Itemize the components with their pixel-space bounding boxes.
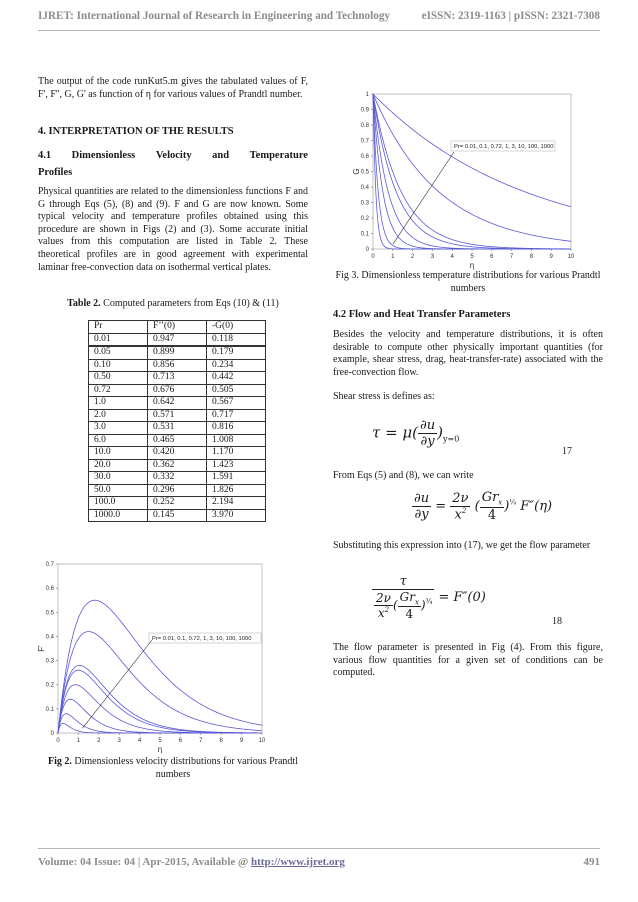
y-tick-label: 0.8 (360, 123, 369, 129)
y-tick-label: 0.9 (360, 107, 369, 114)
table-cell: 1.170 (207, 447, 266, 460)
plot-area (58, 564, 262, 733)
table-row (89, 384, 266, 397)
table-row (89, 422, 266, 435)
y-axis-label: F' (37, 645, 46, 652)
header-rule (38, 30, 600, 31)
table-cell: 0.10 (89, 359, 148, 372)
table-header-row: Pr F’’(0) -G(0) (89, 321, 266, 334)
table-cell: 0.72 (89, 384, 148, 397)
eq18-number: 18 (552, 616, 562, 627)
table-row (89, 447, 266, 460)
y-tick-label: 1 (365, 92, 369, 98)
equation-17: τ = μ( $\frac{\partial u}{\partial y}$ )$_{y=0}$ (372, 418, 460, 449)
table-cell: 0.05 (89, 346, 148, 359)
x-tick-label: 1 (391, 254, 395, 260)
table-row (89, 509, 266, 522)
table-cell: 0.179 (207, 346, 266, 359)
equation-18: τ $\frac{2\nu}{x^2}$ ( $\frac{Gr_x}{4}$ )$^{\frac{3}{4}}$ = F″(0) (372, 574, 486, 621)
table-cell: 0.899 (148, 346, 207, 359)
running-header (38, 10, 600, 28)
y-axis-label: G (352, 168, 361, 175)
x-tick-label: 6 (178, 738, 183, 744)
table-cell: 0.642 (148, 397, 207, 410)
table-cell: 3.970 (207, 509, 266, 522)
x-tick-label: 2 (97, 738, 101, 744)
table-cell: 0.816 (207, 422, 266, 435)
y-tick-label: 0.5 (45, 610, 54, 617)
table-cell: 0.676 (148, 384, 207, 397)
table-cell: 30.0 (89, 472, 148, 485)
x-tick-label: 0 (56, 738, 60, 744)
table-cell: 0.442 (207, 372, 266, 385)
y-tick-label: 0.6 (360, 154, 369, 160)
x-tick-label: 3 (430, 254, 435, 260)
table-cell: 0.571 (148, 409, 207, 422)
results-paragraph: Physical quantities are related to the dimensionless functions F and G through Eqs (5), (8) and (9). F and G are now known. Some typical velocity and temperature profiles obtained using this procedure are shown in Figs (2) and (3). Some accurate initial values from this computation are listed in Table 2. These theoretical profiles are in good agreement with experimental laminar free-convection data on isothermal vertical plates. (38, 186, 308, 273)
table-row (89, 434, 266, 447)
table-cell: 0.332 (148, 472, 207, 485)
table-cell: 1.008 (207, 434, 266, 447)
x-tick-label: 10 (567, 254, 575, 260)
eq17-number: 17 (562, 446, 572, 457)
table-cell: 2.0 (89, 409, 148, 422)
issn: eISSN: 2319-1163 | pISSN: 2321-7308 (421, 10, 600, 22)
intro-paragraph: The output of the code runKut5.m gives the tabulated values of F, F', F'', G, G' as function of η for various values of Prandtl number. (38, 76, 308, 100)
y-tick-label: 0 (50, 731, 54, 737)
plot-area (373, 94, 571, 249)
table-cell: 1.0 (89, 397, 148, 410)
table-cell: 100.0 (89, 497, 148, 510)
table-cell: 0.145 (148, 509, 207, 522)
x-tick-label: 6 (490, 254, 494, 260)
table-cell: 2.194 (207, 497, 266, 510)
table-cell: 1.423 (207, 459, 266, 472)
table-cell: 0.296 (148, 484, 207, 497)
table-row (89, 409, 266, 422)
table-cell: 0.856 (148, 359, 207, 372)
table-cell: 10.0 (89, 447, 148, 460)
table-cell: 0.567 (207, 397, 266, 410)
table-cell: 0.717 (207, 409, 266, 422)
shear-stress-text: Shear stress is defines as: (333, 391, 435, 402)
table-cell: 0.420 (148, 447, 207, 460)
x-tick-label: 9 (239, 738, 244, 744)
y-tick-label: 0.7 (360, 138, 369, 145)
fig2-caption: Fig 2. Dimensionless velocity distributions for various Prandtl numbers (48, 756, 298, 780)
table-row (89, 484, 266, 497)
table-row (89, 497, 266, 510)
running-footer (38, 856, 600, 868)
x-tick-label: 3 (117, 738, 121, 744)
table-cell: 0.50 (89, 372, 148, 385)
subsection-heading-4-2: 4.2 Flow and Heat Transfer Parameters (333, 309, 511, 320)
x-tick-label: 5 (470, 254, 474, 260)
footer-volume: Volume: 04 Issue: 04 | Apr-2015, Available @ http://www.ijret.org (38, 856, 345, 868)
y-tick-label: 0 (365, 247, 369, 253)
y-tick-label: 0.1 (360, 231, 369, 238)
x-tick-label: 0 (371, 254, 375, 260)
equation-derivative: $\frac{\partial u}{\partial y}$ = $\frac{2\nu}{x^2}$ ( $\frac{Gr_x}{4}$ )$^{\frac{1}{4}}$ F″(η) (414, 490, 553, 523)
x-tick-label: 7 (199, 738, 203, 744)
table-caption: Table 2. Computed parameters from Eqs (10) & (11) (67, 298, 279, 309)
table-cell: 1000.0 (89, 509, 148, 522)
x-tick-label: 10 (258, 738, 266, 744)
x-tick-label: 4 (137, 738, 142, 744)
table-row (89, 359, 266, 372)
table-row: 0.01 0.947 0.118 (89, 333, 266, 346)
table-cell: 6.0 (89, 434, 148, 447)
y-tick-label: 0.7 (45, 562, 54, 568)
y-tick-label: 0.2 (360, 216, 369, 222)
table-cell: 1.591 (207, 472, 266, 485)
table-row (89, 472, 266, 485)
parameter-table (88, 320, 266, 522)
table-row (89, 459, 266, 472)
y-tick-label: 0.4 (45, 634, 54, 641)
subsection-heading: 4.1 Dimensionless Velocity and Temperature Profiles (38, 150, 308, 178)
x-tick-label: 1 (76, 738, 81, 744)
from-eqs-text: From Eqs (5) and (8), we can write (333, 470, 474, 481)
substituting-text: Substituting this expression into (17), we get the flow parameter (333, 540, 591, 551)
table-cell: 50.0 (89, 484, 148, 497)
x-axis-label: η (469, 261, 475, 270)
section-heading: 4. INTERPRETATION OF THE RESULTS (38, 126, 234, 137)
table-row (89, 397, 266, 410)
legend-annotation: Pr= 0.01, 0.1, 0.72, 1, 3, 10, 100, 1000 (152, 636, 252, 642)
y-tick-label: 0.4 (360, 185, 369, 191)
table-cell: 0.713 (148, 372, 207, 385)
table-cell: 0.362 (148, 459, 207, 472)
x-tick-label: 9 (549, 254, 553, 260)
x-tick-label: 5 (158, 738, 162, 744)
table-row (89, 372, 266, 385)
x-tick-label: 8 (529, 254, 534, 260)
table-cell: 0.505 (207, 384, 266, 397)
y-tick-label: 0.2 (45, 682, 54, 689)
y-tick-label: 0.1 (45, 706, 54, 713)
x-tick-label: 7 (509, 254, 514, 260)
x-tick-label: 4 (450, 254, 454, 260)
y-tick-label: 0.3 (360, 200, 369, 207)
table-cell: 3.0 (89, 422, 148, 435)
fig3-temperature-chart (340, 86, 596, 268)
legend-annotation: Pr= 0.01, 0.1, 0.72, 1, 3, 10, 100, 1000 (454, 144, 554, 150)
table-cell: 0.465 (148, 434, 207, 447)
x-tick-label: 2 (410, 254, 415, 260)
x-axis-label: η (157, 745, 163, 754)
table-cell: 0.252 (148, 497, 207, 510)
page-number: 491 (583, 856, 600, 868)
fig2-velocity-chart (37, 556, 310, 756)
y-tick-label: 0.5 (360, 169, 369, 176)
y-tick-label: 0.6 (45, 586, 54, 593)
table-cell: 20.0 (89, 459, 148, 472)
journal-link[interactable]: http://www.ijret.org (251, 856, 345, 868)
footer-rule (38, 848, 600, 849)
flow-parameter-paragraph: The flow parameter is presented in Fig (4). From this figure, various flow quantities for a given set of conditions can be computed. (333, 642, 603, 679)
table-row (89, 346, 266, 359)
fig3-caption: Fig 3. Dimensionless temperature distributions for various Prandtl numbers (335, 270, 601, 294)
table-cell: 0.234 (207, 359, 266, 372)
journal-name: IJRET: International Journal of Research in Engineering and Technology (38, 10, 391, 22)
table-cell: 1.826 (207, 484, 266, 497)
x-tick-label: 8 (219, 738, 223, 744)
table-cell: 0.531 (148, 422, 207, 435)
y-tick-label: 0.3 (45, 658, 54, 665)
flow-paragraph: Besides the velocity and temperature distributions, it is often desirable to compute other physically important quantities (for example, shear stress, drag, heat-transfer-rate) associated with the free-convection flow. (333, 329, 603, 378)
